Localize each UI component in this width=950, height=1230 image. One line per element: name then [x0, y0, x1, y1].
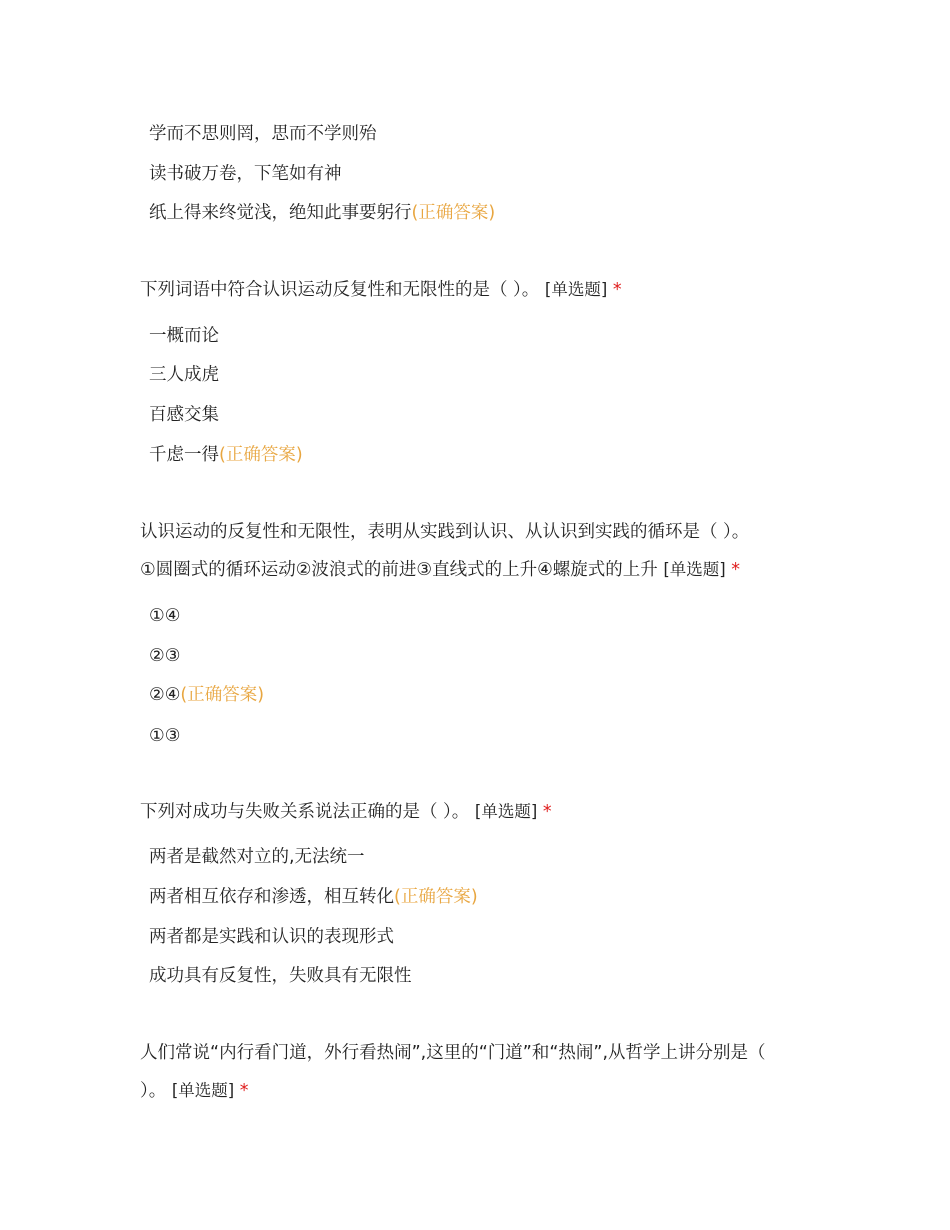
required-mark: *: [612, 280, 622, 300]
correct-answer-label: (正确答案): [394, 887, 478, 907]
option: 读书破万卷，下笔如有神: [149, 164, 342, 184]
question-title-line-2: ）。 [单选题] *: [140, 1081, 249, 1101]
option: ②③: [149, 646, 181, 666]
question-type-tag: [单选题]: [544, 280, 608, 299]
correct-answer-label: (正确答案): [411, 203, 496, 223]
option: 一概而论: [149, 326, 219, 346]
option: 学而不思则罔，思而不学则殆: [149, 124, 377, 144]
option-correct: 两者相互依存和渗透，相互转化(正确答案): [149, 887, 478, 907]
option: 成功具有反复性，失败具有无限性: [149, 966, 412, 986]
correct-answer-label: (正确答案): [219, 445, 303, 465]
option: 两者都是实践和认识的表现形式: [149, 927, 394, 947]
option: 两者是截然对立的,无法统一: [149, 847, 365, 867]
option: ①③: [149, 726, 181, 746]
question-title: 人们常说“内行看门道，外行看热闹”,这里的“门道”和“热闹”,从哲学上讲分别是（: [140, 1043, 766, 1063]
required-mark: *: [239, 1081, 249, 1101]
question-type-tag: [单选题]: [663, 560, 726, 579]
correct-answer-label: (正确答案): [180, 685, 265, 705]
question-type-tag: [单选题]: [171, 1081, 235, 1100]
option-correct: 纸上得来终觉浅，绝知此事要躬行(正确答案): [149, 203, 496, 223]
question-type-tag: [单选题]: [474, 802, 538, 821]
option-correct: ②④(正确答案): [149, 685, 265, 705]
question-title-line-2: ①圆圈式的循环运动②波浪式的前进③直线式的上升④螺旋式的上升 [单选题] *: [140, 560, 741, 580]
required-mark: *: [731, 560, 741, 580]
option: 三人成虎: [149, 365, 219, 385]
required-mark: *: [542, 802, 552, 822]
option: 百感交集: [149, 405, 219, 425]
question-title: 认识运动的反复性和无限性，表明从实践到认识、从认识到实践的循环是（ ）。: [140, 522, 750, 542]
option-correct: 千虑一得(正确答案): [149, 445, 303, 465]
question-title: 下列词语中符合认识运动反复性和无限性的是（ ）。 [单选题] *: [140, 280, 622, 300]
option: ①④: [149, 606, 181, 626]
question-title: 下列对成功与失败关系说法正确的是（ ）。 [单选题] *: [140, 802, 552, 822]
